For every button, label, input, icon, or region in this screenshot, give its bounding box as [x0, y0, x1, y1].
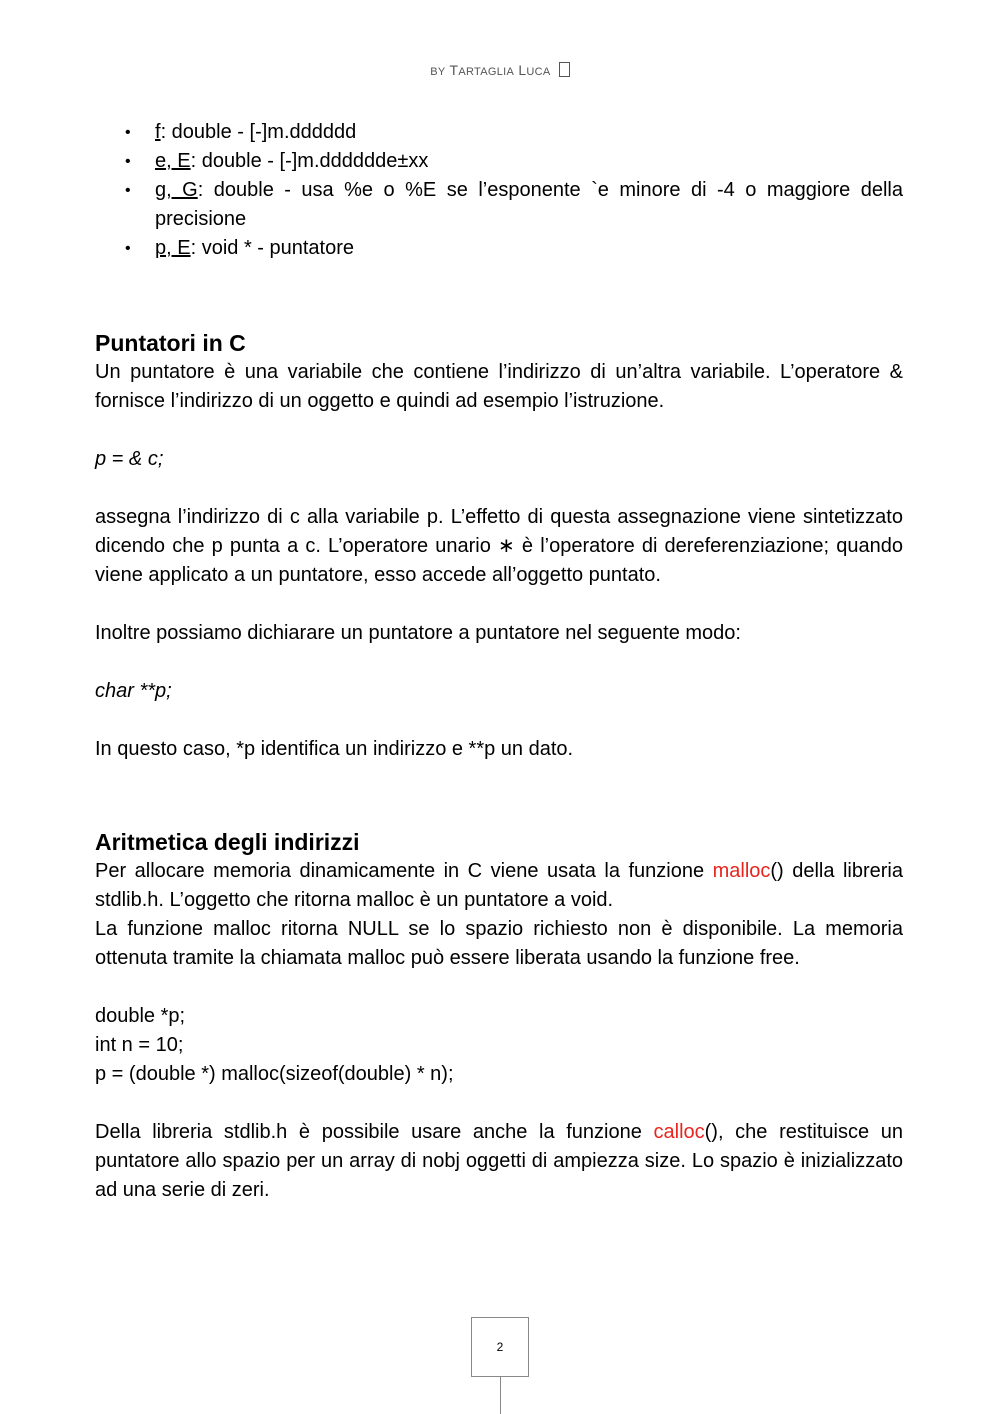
page-number-connector: [500, 1376, 501, 1414]
paragraph: Inoltre possiamo dichiarare un puntatore a puntatore nel seguente modo:: [95, 622, 741, 644]
function-name-calloc: calloc: [653, 1121, 705, 1143]
format-code: p, E: [155, 237, 191, 259]
format-description: : double - usa %e o %E se l’esponente `e minore di -4 o maggiore della precisione: [155, 179, 903, 230]
header-first-initial: T: [449, 62, 459, 78]
text-run: Per allocare memoria dinamicamente in C viene usata la funzione: [95, 860, 713, 882]
header-last-rest: UCA: [526, 66, 551, 78]
header-by: BY: [430, 66, 446, 78]
header-first-rest: ARTAGLIA: [458, 66, 515, 78]
paragraph: Un puntatore è una variabile che contiene l’indirizzo di un’altra variabile. L’operatore & fornisce l’indirizzo di un oggetto e quindi ad esempio l’istruzione.: [95, 361, 903, 412]
list-item: [95, 147, 903, 176]
list-item: [95, 234, 903, 263]
format-code: g, G: [155, 179, 198, 201]
page-number-box: [471, 1317, 529, 1377]
list-item: [95, 118, 903, 147]
format-code: f: [155, 121, 161, 143]
header-last-initial: L: [518, 62, 527, 78]
code-example: char **p;: [95, 680, 172, 702]
section-title-puntatori: Puntatori in C: [95, 330, 246, 356]
paragraph: In questo caso, *p identifica un indirizzo e **p un dato.: [95, 738, 574, 760]
format-description: : double - [-]m.dddddde±xx: [190, 150, 429, 172]
code-example: p = & c;: [95, 448, 164, 470]
paragraph: La funzione malloc ritorna NULL se lo spazio richiesto non è disponibile. La memoria ottenuta tramite la chiamata malloc può essere liberata usando la funzione free.: [95, 918, 903, 969]
page-header: [0, 62, 1000, 78]
page-number: 2: [496, 1340, 504, 1354]
format-code: e, E: [155, 150, 191, 172]
missing-glyph-icon: [559, 62, 570, 77]
format-description: : double - [-]m.dddddd: [160, 121, 357, 143]
text-run: (), che restituisce un puntatore allo spazio per un array di nobj oggetti di ampiezza size. Lo spazio è inizializzato ad una serie di zeri.: [95, 1121, 903, 1201]
format-specifier-list: [95, 118, 903, 263]
paragraph: [95, 857, 903, 915]
code-line: int n = 10;: [95, 1034, 184, 1056]
function-name-malloc: malloc: [712, 860, 771, 882]
section-title-aritmetica: Aritmetica degli indirizzi: [95, 829, 360, 855]
code-line: double *p;: [95, 1005, 186, 1027]
code-line: p = (double *) malloc(sizeof(double) * n);: [95, 1063, 454, 1085]
format-description: : void * - puntatore: [190, 237, 355, 259]
list-item: [95, 176, 903, 234]
text-run: Della libreria stdlib.h è possibile usare anche la funzione: [95, 1121, 654, 1143]
paragraph: assegna l’indirizzo di c alla variabile p. L’effetto di questa assegnazione viene sintetizzato dicendo che p punta a c. L’operatore unario ∗ è l’operatore di dereferenziazione; quando viene applicato a un puntatore, esso accede all’oggetto puntato.: [95, 506, 903, 586]
page-content: [95, 118, 903, 1205]
paragraph: [95, 1118, 903, 1205]
text-run: () della libreria stdlib.h. L’oggetto che ritorna malloc è un puntatore a void.: [95, 860, 904, 911]
